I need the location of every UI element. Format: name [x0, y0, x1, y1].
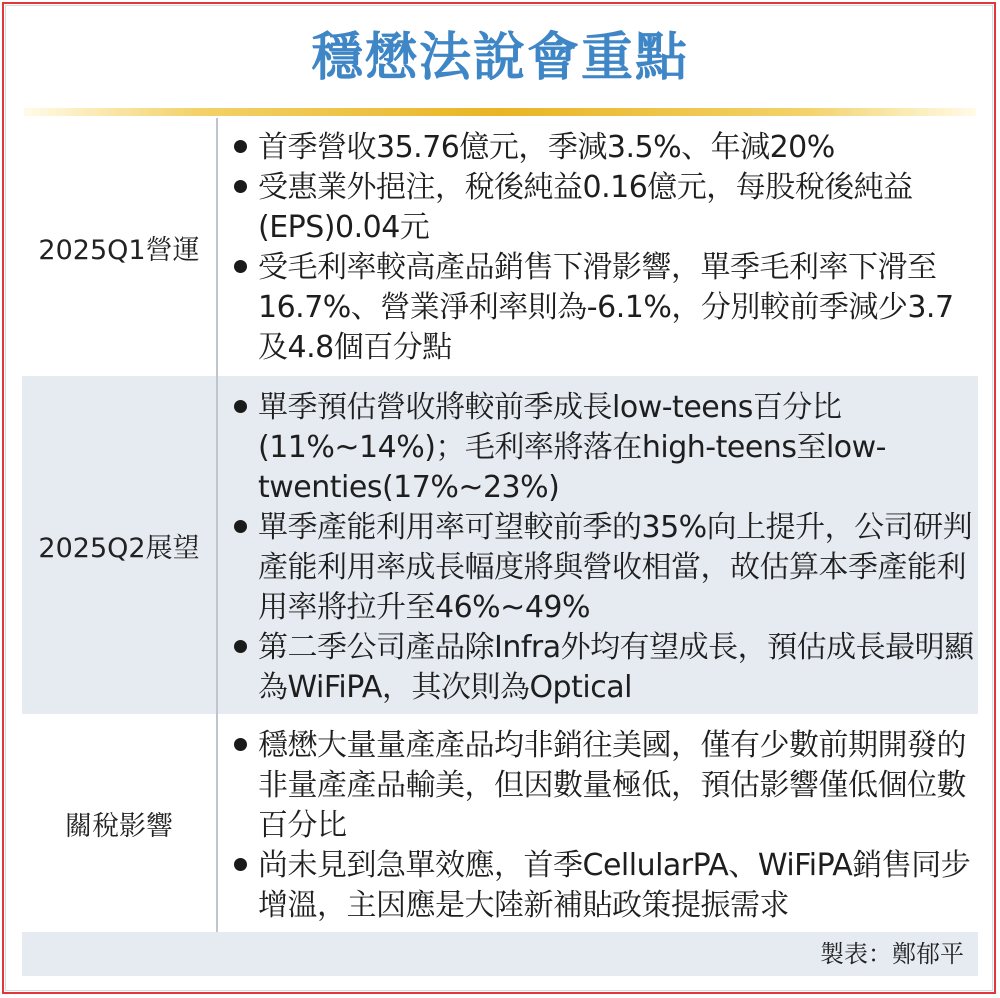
list-item: 尚未見到急單效應，首季CellularPA、WiFiPA銷售同步增溫，主因應是大陸新補貼政策提振需求 [232, 846, 978, 926]
summary-table [22, 118, 978, 932]
bullet-dot-icon [234, 858, 247, 871]
row-label: 2025Q1營運 [22, 118, 218, 376]
bullet-dot-icon [234, 738, 247, 751]
bullet-dot-icon [234, 140, 247, 153]
list-item: 受惠業外挹注，稅後純益0.16億元，每股稅後純益(EPS)0.04元 [232, 168, 978, 248]
table-row-tariff-impact [22, 714, 978, 932]
list-item: 穩懋大量量產產品均非銷往美國，僅有少數前期開發的非量產產品輸美，但因數量極低，預估影響僅低個位數百分比 [232, 726, 978, 846]
bullet-dot-icon [234, 640, 247, 653]
row-content [218, 376, 978, 714]
list-item: 第二季公司產品除Infra外均有望成長，預估成長最明顯為WiFiPA，其次則為Optical [232, 628, 978, 708]
page-title: 穩懋法說會重點 [310, 28, 689, 88]
row-label: 關稅影響 [22, 714, 218, 932]
row-content [218, 714, 978, 932]
bullet-dot-icon [234, 400, 247, 413]
list-item: 單季產能利用率可望較前季的35%向上提升，公司研判產能利用率成長幅度將與營收相當，故估算本季產能利用率將拉升至46%~49% [232, 508, 978, 628]
table-row-q1-operations [22, 118, 978, 376]
title-divider [24, 108, 976, 116]
bullet-dot-icon [234, 260, 247, 273]
list-item: 首季營收35.76億元，季減3.5%、年減20% [232, 128, 978, 168]
table-row-q2-outlook [22, 376, 978, 714]
bullet-dot-icon [234, 180, 247, 193]
row-label: 2025Q2展望 [22, 376, 218, 714]
table-credit: 製表：鄭郁平 [820, 940, 964, 968]
list-item: 單季預估營收將較前季成長low-teens百分比(11%~14%)；毛利率將落在high-teens至low-twenties(17%~23%) [232, 388, 978, 508]
bullet-dot-icon [234, 520, 247, 533]
list-item: 受毛利率較高產品銷售下滑影響，單季毛利率下滑至16.7%、營業淨利率則為-6.1%，分別較前季減少3.7及4.8個百分點 [232, 248, 978, 368]
row-content [218, 118, 978, 376]
footer-bar [22, 932, 978, 976]
